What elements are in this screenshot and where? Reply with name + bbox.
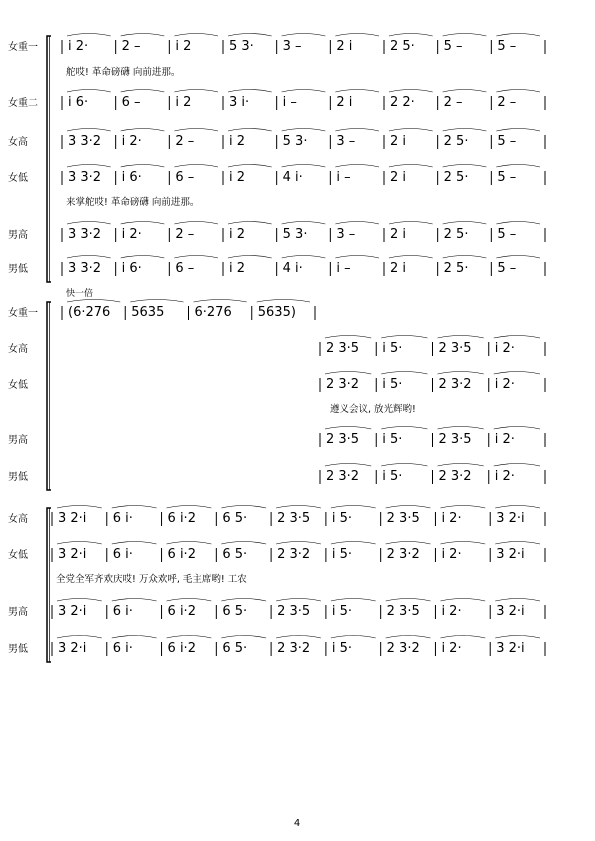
measure-notes: i 2· — [494, 469, 515, 484]
slur — [282, 34, 326, 37]
measure-notes: i 2· — [441, 511, 462, 526]
part-label: 男高 — [8, 607, 28, 618]
slur — [112, 636, 157, 639]
slur — [443, 256, 487, 259]
slur — [440, 506, 485, 509]
slur — [67, 300, 120, 303]
slur — [331, 636, 376, 639]
measure-notes: i 5· — [382, 432, 403, 447]
slur — [57, 599, 102, 602]
slur — [386, 542, 431, 545]
system-bracket — [47, 302, 51, 490]
slur — [167, 506, 212, 509]
slur — [282, 165, 326, 168]
slur — [276, 599, 321, 602]
measure-notes: 5 – — [497, 134, 517, 149]
measure-row — [62, 90, 545, 111]
measure-notes: 6 i·2 — [167, 547, 196, 562]
slur — [221, 506, 266, 509]
measure-row — [320, 336, 545, 357]
slur — [325, 464, 371, 467]
measure-notes: i 5· — [331, 641, 353, 656]
measure-notes: 5 – — [497, 39, 517, 54]
slur — [381, 427, 427, 430]
part-label: 女高 — [8, 514, 28, 525]
measure-notes: 6 5· — [222, 547, 248, 562]
measure-notes: 2 – — [497, 95, 517, 110]
measure-notes: i 5· — [382, 341, 403, 356]
slur — [495, 636, 540, 639]
measure-notes: 2 3·2 — [277, 641, 311, 656]
slur — [67, 34, 111, 37]
measure-notes: i – — [336, 170, 351, 185]
slur — [440, 636, 485, 639]
measure-notes: i 2· — [494, 432, 515, 447]
measure-notes: i 6· — [121, 170, 142, 185]
slur — [386, 506, 431, 509]
measure-notes: i 2· — [68, 39, 89, 54]
slur — [174, 165, 218, 168]
measure-notes: 2 5· — [443, 134, 469, 149]
slur — [331, 542, 376, 545]
measure-notes: 2 i — [390, 227, 407, 242]
slur — [57, 506, 102, 509]
slur — [121, 256, 165, 259]
measure-notes: i 2· — [441, 547, 462, 562]
measure-notes: i 2· — [121, 134, 142, 149]
slur — [282, 90, 326, 93]
slur — [443, 90, 487, 93]
slur — [386, 599, 431, 602]
measure-notes: i 5· — [382, 469, 403, 484]
measure-notes: i 6· — [121, 261, 142, 276]
measure-row — [62, 300, 315, 321]
measure-notes: 3 3·2 — [68, 134, 102, 149]
measure-row — [52, 542, 545, 563]
system-2 — [8, 287, 545, 490]
measure-notes: 2 3·5 — [277, 604, 311, 619]
measure-notes: i 2 — [229, 261, 246, 276]
slur — [228, 256, 272, 259]
measure-notes: 4 i· — [282, 170, 303, 185]
measure-notes: 2 3·2 — [326, 469, 360, 484]
measure-notes: 2 3·2 — [438, 377, 472, 392]
slur — [221, 599, 266, 602]
lyric-line: 舵哎! 革命磅礴 向前进那。 — [66, 67, 181, 78]
slur — [443, 34, 487, 37]
measure-notes: 2 3·5 — [326, 432, 360, 447]
measure-notes: 6 – — [175, 261, 195, 276]
measure-notes: 3 3·2 — [68, 170, 102, 185]
measure-notes: 6 i·2 — [167, 511, 196, 526]
part-label: 女低 — [8, 173, 28, 184]
measure-notes: 2 3·5 — [277, 511, 311, 526]
system-1 — [8, 34, 545, 283]
system-bracket — [47, 36, 51, 282]
measure-notes: 3 3·2 — [68, 261, 102, 276]
part-label: 男高 — [8, 230, 28, 241]
measure-notes: 3 – — [282, 39, 302, 54]
measure-notes: i 2 — [175, 39, 192, 54]
slur — [438, 464, 484, 467]
measure-notes: 6 – — [175, 170, 195, 185]
slur — [112, 542, 157, 545]
measure-notes: 5 3· — [282, 227, 308, 242]
slur — [130, 300, 183, 303]
slur — [121, 90, 165, 93]
measure-notes: 6 i· — [112, 547, 133, 562]
part-label: 女重一 — [8, 308, 38, 319]
slur — [335, 90, 379, 93]
system-3 — [8, 506, 545, 663]
measure-notes: i 5· — [331, 511, 353, 526]
part-label: 女高 — [8, 344, 28, 355]
measure-notes: 2 3·2 — [438, 469, 472, 484]
measure-notes: 6 i·2 — [167, 641, 196, 656]
slur — [335, 256, 379, 259]
measure-row — [62, 165, 545, 186]
slur — [121, 222, 165, 225]
measure-notes: 3 2·i — [58, 511, 87, 526]
measure-notes: i 5· — [331, 604, 353, 619]
measure-notes: 2 5· — [390, 39, 415, 54]
part-label: 女高 — [8, 137, 28, 148]
measure-row — [320, 427, 545, 448]
measure-notes: 2 3·5 — [438, 432, 472, 447]
measure-notes: 3 2·i — [496, 641, 525, 656]
measure-notes: 2 – — [175, 227, 195, 242]
measure-notes: 2 3·2 — [326, 377, 360, 392]
slur — [438, 336, 484, 339]
measure-notes: 2 3·5 — [438, 341, 472, 356]
measure-notes: 5 – — [497, 170, 517, 185]
measure-row — [62, 256, 545, 277]
measure-notes: 6 i· — [112, 641, 133, 656]
measure-notes: i 2· — [494, 377, 515, 392]
slur — [228, 34, 272, 37]
slur — [257, 300, 310, 303]
slur — [494, 336, 540, 339]
measure-notes: 5635) — [257, 305, 296, 320]
measure-notes: 3 2·i — [496, 547, 525, 562]
measure-notes: 2 3·2 — [386, 547, 420, 562]
slur — [496, 222, 540, 225]
slur — [67, 90, 111, 93]
measure-notes: 6 5· — [222, 604, 248, 619]
measure-notes: i 2· — [441, 604, 462, 619]
slur — [335, 129, 379, 132]
slur — [174, 256, 218, 259]
slur — [381, 336, 427, 339]
measure-notes: 3 2·i — [496, 511, 525, 526]
measure-notes: 3 2·i — [58, 547, 87, 562]
measure-notes: 3 3·2 — [68, 227, 102, 242]
tempo-marking: 快一倍 — [66, 289, 94, 299]
slur — [496, 256, 540, 259]
measure-row — [52, 506, 545, 527]
measure-notes: 2 i — [336, 39, 353, 54]
measure-notes: 6 i· — [112, 604, 133, 619]
slur — [381, 372, 427, 375]
measure-notes: 6·276 — [194, 305, 232, 320]
measure-notes: 3 2·i — [58, 641, 87, 656]
slur — [496, 90, 540, 93]
slur — [386, 636, 431, 639]
slur — [112, 506, 157, 509]
slur — [440, 542, 485, 545]
slur — [282, 222, 326, 225]
measure-notes: 3 2·i — [58, 604, 87, 619]
slur — [331, 506, 376, 509]
slur — [174, 90, 218, 93]
measure-notes: i – — [282, 95, 297, 110]
measure-row — [52, 599, 545, 620]
measure-notes: 2 5· — [443, 170, 469, 185]
measure-notes: 2 5· — [443, 261, 469, 276]
slur — [112, 599, 157, 602]
slur — [174, 222, 218, 225]
measure-notes: 2 5· — [443, 227, 469, 242]
slur — [228, 129, 272, 132]
measure-notes: 5635 — [131, 305, 165, 320]
part-label: 男高 — [8, 435, 28, 446]
measure-notes: i 2· — [121, 227, 142, 242]
slur — [389, 90, 433, 93]
measure-notes: 3 2·i — [496, 604, 525, 619]
measure-notes: 5 – — [497, 261, 517, 276]
slur — [167, 542, 212, 545]
measure-notes: 5 3· — [229, 39, 254, 54]
measure-notes: 6 5· — [222, 641, 248, 656]
slur — [443, 129, 487, 132]
slur — [335, 34, 379, 37]
measure-notes: 2 3·5 — [386, 604, 420, 619]
measure-row — [52, 636, 545, 657]
measure-notes: 2 i — [336, 95, 353, 110]
measure-notes: 6 i·2 — [167, 604, 196, 619]
slur — [495, 506, 540, 509]
slur — [57, 542, 102, 545]
measure-notes: i 5· — [331, 547, 353, 562]
slur — [381, 464, 427, 467]
slur — [167, 636, 212, 639]
measure-notes: 5 – — [443, 39, 463, 54]
measure-notes: 6 i· — [112, 511, 133, 526]
slur — [121, 34, 165, 37]
slur — [221, 542, 266, 545]
slur — [276, 506, 321, 509]
measure-notes: 2 2· — [390, 95, 415, 110]
measure-notes: 2 i — [390, 261, 407, 276]
measure-notes: i – — [336, 261, 351, 276]
slur — [325, 427, 371, 430]
slur — [496, 165, 540, 168]
measure-notes: 3 i· — [229, 95, 250, 110]
slur — [167, 599, 212, 602]
part-label: 女重一 — [8, 42, 38, 53]
slur — [496, 34, 540, 37]
measure-row — [320, 372, 545, 393]
slur — [335, 165, 379, 168]
part-label: 男低 — [8, 264, 28, 275]
measure-notes: 2 3·2 — [386, 641, 420, 656]
slur — [174, 34, 218, 37]
slur — [438, 427, 484, 430]
part-label: 男低 — [8, 644, 28, 655]
measure-row — [320, 464, 545, 485]
measure-notes: 3 – — [336, 227, 356, 242]
system-bracket — [47, 508, 51, 662]
slur — [221, 636, 266, 639]
slur — [194, 300, 247, 303]
measure-notes: 2 3·2 — [277, 547, 311, 562]
slur — [228, 165, 272, 168]
slur — [228, 222, 272, 225]
measure-notes: i 6· — [68, 95, 89, 110]
measure-notes: 5 – — [497, 227, 517, 242]
measure-notes: i 2 — [229, 134, 246, 149]
slur — [335, 222, 379, 225]
slur — [67, 165, 111, 168]
slur — [389, 256, 433, 259]
part-label: 男低 — [8, 472, 28, 483]
measure-notes: 2 i — [390, 134, 407, 149]
measure-notes: 2 i — [390, 170, 407, 185]
slur — [389, 222, 433, 225]
measure-row — [62, 129, 545, 150]
slur — [121, 165, 165, 168]
slur — [494, 464, 540, 467]
slur — [174, 129, 218, 132]
page-number: 4 — [293, 818, 301, 829]
measure-notes: i 2· — [441, 641, 462, 656]
measure-row — [62, 34, 545, 55]
slur — [389, 165, 433, 168]
measure-notes: i 5· — [382, 377, 403, 392]
slur — [121, 129, 165, 132]
measure-notes: i 2· — [494, 341, 515, 356]
slur — [495, 599, 540, 602]
slur — [496, 129, 540, 132]
lyric-line: 来掌舵哎! 革命磅礴 向前进那。 — [66, 197, 200, 208]
slur — [443, 222, 487, 225]
measure-notes: i 2 — [175, 95, 192, 110]
slur — [325, 372, 371, 375]
slur — [438, 372, 484, 375]
slur — [276, 636, 321, 639]
slur — [228, 90, 272, 93]
measure-notes: 3 – — [336, 134, 356, 149]
part-label: 女低 — [8, 380, 28, 391]
slur — [325, 336, 371, 339]
slur — [495, 542, 540, 545]
slur — [67, 222, 111, 225]
measure-notes: (6·276 — [68, 305, 111, 320]
slur — [57, 636, 102, 639]
part-label: 女低 — [8, 550, 28, 561]
slur — [440, 599, 485, 602]
slur — [67, 256, 111, 259]
slur — [331, 599, 376, 602]
measure-notes: 2 – — [443, 95, 463, 110]
lyric-line: 全党全军齐欢庆哎! 万众欢呼, 毛主席哟! 工农 — [56, 574, 247, 585]
measure-notes: i 2 — [229, 170, 246, 185]
measure-row — [62, 222, 545, 243]
slur — [389, 129, 433, 132]
slur — [67, 129, 111, 132]
slur — [494, 427, 540, 430]
measure-notes: i 2 — [229, 227, 246, 242]
slur — [282, 129, 326, 132]
measure-notes: 2 3·5 — [386, 511, 420, 526]
measure-notes: 6 5· — [222, 511, 248, 526]
lyric-line: 遵义会议, 放光辉哟! — [330, 404, 416, 415]
slur — [494, 372, 540, 375]
measure-notes: 2 3·5 — [326, 341, 360, 356]
part-label: 女重二 — [8, 98, 38, 109]
slur — [276, 542, 321, 545]
slur — [282, 256, 326, 259]
slur — [389, 34, 433, 37]
slur — [443, 165, 487, 168]
measure-notes: 5 3· — [282, 134, 308, 149]
measure-notes: 2 – — [121, 39, 141, 54]
measure-notes: 4 i· — [282, 261, 303, 276]
measure-notes: 2 – — [175, 134, 195, 149]
measure-notes: 6 – — [121, 95, 141, 110]
